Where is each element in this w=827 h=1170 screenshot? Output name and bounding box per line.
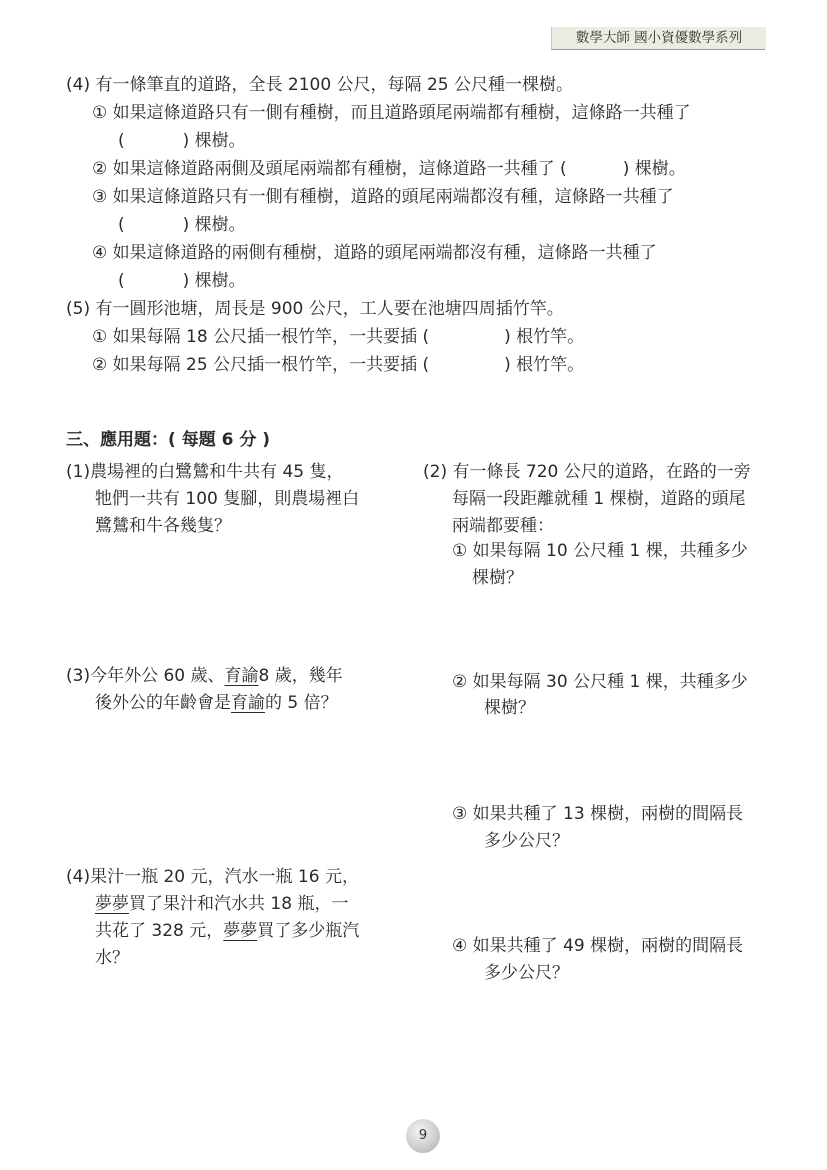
p2-sub1-line1: ① 如果每隔 10 公尺種 1 棵，共種多少 <box>452 541 748 561</box>
p3-line1-a: (3)今年外公 60 歲、 <box>66 666 225 686</box>
p2-sub3-line1: ③ 如果共種了 13 棵樹，兩樹的間隔長 <box>452 804 744 824</box>
section3-title: 三、應用題：( 每題 6 分 ) <box>66 430 271 450</box>
q4-item2-suffix: ) 棵樹。 <box>622 159 686 179</box>
p3-line1-b: 8 歲，幾年 <box>258 666 343 686</box>
q5-stem: (5) 有一圓形池塘，周長是 900 公尺，工人要在池塘四周插竹竿。 <box>66 299 564 319</box>
series-title: 數學大師 國小資優數學系列 <box>551 27 766 49</box>
p2-sub2-line1: ② 如果每隔 30 公尺種 1 棵，共種多少 <box>452 672 748 692</box>
p1-line2: 牠們一共有 100 隻腳，則農場裡白 <box>95 489 360 509</box>
q4-item4-line1: ④ 如果這條道路的兩側有種樹，道路的頭尾兩端都沒有種，這條路一共種了 <box>92 243 657 263</box>
q4-item4-line2 <box>118 266 246 291</box>
q5-item1-text: ① 如果每隔 18 公尺插一根竹竿，一共要插 ( <box>92 327 430 347</box>
q4-item1-line1: ① 如果這條道路只有一側有種樹，而且道路頭尾兩端都有種樹，這條路一共種了 <box>92 103 691 123</box>
q5-item2 <box>92 350 584 375</box>
q4-item2 <box>92 154 686 179</box>
q5-item1-suffix: ) 根竹竿。 <box>504 327 585 347</box>
p2-sub3-line2: 多少公尺？ <box>484 831 569 851</box>
q4-item1-open-paren: ( <box>118 131 125 151</box>
p2-sub2-line2: 棵樹？ <box>484 698 535 718</box>
q4-item4-open-paren: ( <box>118 271 125 291</box>
q4-item3-open-paren: ( <box>118 215 125 235</box>
p2-line2: 每隔一段距離就種 1 棵樹，道路的頭尾 <box>452 489 746 509</box>
q4-item3-close-paren: ) 棵樹。 <box>182 215 246 235</box>
header-divider <box>551 49 765 50</box>
p2-line3: 兩端都要種： <box>452 516 554 536</box>
p2-sub4-line1: ④ 如果共種了 49 棵樹，兩樹的間隔長 <box>452 936 744 956</box>
p4-line3-a: 共花了 328 元， <box>95 921 224 941</box>
p4-line2-b: 買了果汁和汽水共 18 瓶，一 <box>129 894 349 914</box>
q4-item4-close-paren: ) 棵樹。 <box>182 271 246 291</box>
q5-item2-suffix: ) 根竹竿。 <box>504 355 585 375</box>
p3-name-1: 育諭 <box>224 666 259 686</box>
q4-item1-line2 <box>118 126 246 151</box>
p2-sub1-line2: 棵樹？ <box>472 568 523 588</box>
p3-name-2: 育諭 <box>231 693 265 713</box>
p1-line3: 鷺鷥和牛各幾隻？ <box>95 516 231 536</box>
p3-line2-b: 的 5 倍？ <box>265 693 338 713</box>
p1-line1: (1)農場裡的白鷺鷥和牛共有 45 隻， <box>66 462 344 482</box>
p4-line2 <box>95 889 348 914</box>
p4-line3-b: 買了多少瓶汽 <box>257 921 360 941</box>
p2-line1: (2) 有一條長 720 公尺的道路，在路的一旁 <box>423 462 751 482</box>
p2-sub4-line2: 多少公尺？ <box>484 963 569 983</box>
p4-line1: (4)果汁一瓶 20 元，汽水一瓶 16 元， <box>66 867 359 887</box>
q4-item1-close-paren: ) 棵樹。 <box>182 131 246 151</box>
p3-line2-a: 後外公的年齡會是 <box>95 693 231 713</box>
p3-line2 <box>95 688 338 713</box>
q4-stem: (4) 有一條筆直的道路，全長 2100 公尺，每隔 25 公尺種一棵樹。 <box>66 75 573 95</box>
p4-line3 <box>95 916 359 941</box>
q5-item2-text: ② 如果每隔 25 公尺插一根竹竿，一共要插 ( <box>92 355 430 375</box>
p3-line1 <box>66 661 343 686</box>
q4-item3-line2 <box>118 210 246 235</box>
q4-item3-line1: ③ 如果這條道路只有一側有種樹，道路的頭尾兩端都沒有種，這條路一共種了 <box>92 187 674 207</box>
q4-item2-text: ② 如果這條道路兩側及頭尾兩端都有種樹，這條道路一共種了 ( <box>92 159 567 179</box>
page-number: 9 <box>406 1119 440 1153</box>
q5-item1 <box>92 322 584 347</box>
p4-line4: 水？ <box>95 948 129 968</box>
p4-name-1: 夢夢 <box>95 894 129 914</box>
p4-name-2: 夢夢 <box>223 921 258 941</box>
